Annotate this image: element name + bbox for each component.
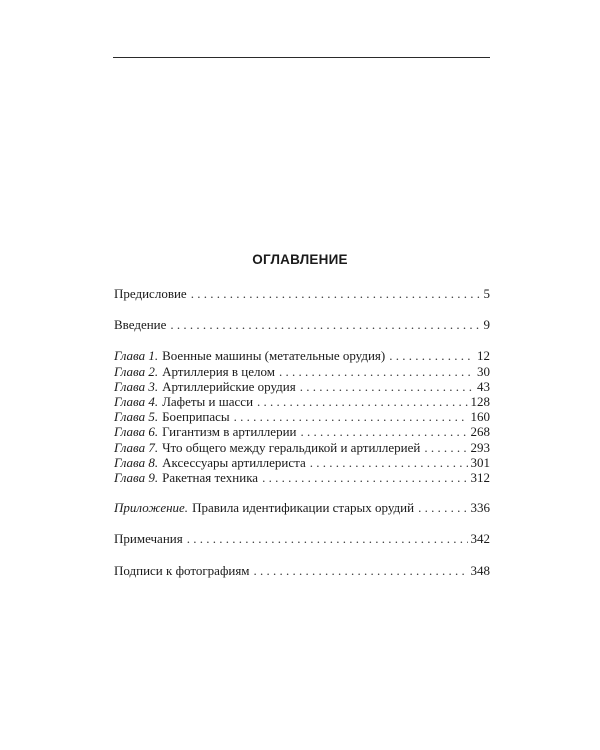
- toc-entry-chapter-8[interactable]: [114, 455, 490, 470]
- toc-entry-chapter-5[interactable]: [114, 409, 490, 424]
- chapter-title: Гигантизм в артиллерии: [162, 424, 297, 440]
- toc-leader-dots: [234, 409, 468, 424]
- toc-page-number: 43: [477, 378, 490, 394]
- toc-entry-chapter-3[interactable]: [114, 379, 490, 394]
- appendix-prefix: Приложение.: [114, 500, 189, 516]
- toc-page-number: 348: [470, 562, 490, 578]
- toc-entry-label: [114, 440, 420, 455]
- chapter-title: Артиллерия в целом: [162, 363, 275, 379]
- toc-page-number: 9: [483, 317, 490, 333]
- toc-entry-label: [114, 364, 275, 379]
- toc-leader-dots: [300, 379, 474, 394]
- toc-entry-chapter-2[interactable]: [114, 364, 490, 379]
- toc-entry-label: [114, 455, 306, 470]
- toc-entry-appendix[interactable]: [114, 500, 490, 515]
- toc-leader-dots: [424, 440, 467, 455]
- chapter-title: Военные машины (метательные орудия): [162, 348, 386, 364]
- toc-spacer: [114, 332, 490, 348]
- toc-entry-preface[interactable]: [114, 286, 490, 301]
- toc-entry-label: [114, 424, 296, 439]
- toc-entry-label: [114, 500, 414, 515]
- toc-spacer: [114, 547, 490, 563]
- toc-leader-dots: [418, 500, 467, 515]
- toc-leader-dots: [254, 563, 468, 578]
- toc-entry-label: [114, 409, 230, 424]
- toc-leader-dots: [279, 364, 474, 379]
- toc-leader-dots: [257, 394, 467, 409]
- toc-entry-label: Введение: [114, 317, 167, 333]
- toc-entry-label: [114, 470, 258, 485]
- chapter-prefix: Глава 6.: [114, 424, 159, 440]
- toc-leader-dots: [310, 455, 468, 470]
- toc-spacer: [114, 515, 490, 531]
- toc-leader-dots: [389, 348, 474, 363]
- toc-entry-notes[interactable]: [114, 531, 490, 546]
- toc-spacer: [114, 301, 490, 317]
- toc-entry-label: Примечания: [114, 531, 183, 547]
- toc-leader-dots: [187, 531, 468, 546]
- table-of-contents: [114, 286, 490, 578]
- toc-entry-chapter-4[interactable]: [114, 394, 490, 409]
- toc-entry-chapter-1[interactable]: [114, 348, 490, 363]
- chapter-prefix: Глава 4.: [114, 394, 159, 410]
- header-rule: [113, 57, 490, 58]
- toc-page-number: 336: [470, 500, 490, 516]
- chapter-title: Боеприпасы: [162, 409, 230, 425]
- toc-entry-introduction[interactable]: [114, 317, 490, 332]
- toc-page-number: 301: [470, 454, 490, 470]
- toc-leader-dots: [300, 424, 467, 439]
- toc-entry-label: [114, 379, 296, 394]
- toc-entry-label: Подписи к фотографиям: [114, 562, 250, 578]
- toc-page-number: 268: [470, 424, 490, 440]
- page-title: ОГЛАВЛЕНИЕ: [252, 252, 348, 267]
- chapter-title: Ракетная техника: [162, 470, 259, 486]
- appendix-title: Правила идентификации старых орудий: [192, 500, 415, 516]
- toc-page-number: 293: [470, 439, 490, 455]
- toc-spacer: [114, 485, 490, 500]
- chapter-prefix: Глава 2.: [114, 363, 159, 379]
- toc-page-number: 12: [477, 348, 490, 364]
- toc-leader-dots: [170, 317, 480, 332]
- toc-entry-photo-captions[interactable]: [114, 563, 490, 578]
- chapter-title: Лафеты и шасси: [162, 394, 254, 410]
- chapter-title: Аксессуары артиллериста: [162, 454, 306, 470]
- toc-leader-dots: [262, 470, 467, 485]
- chapter-prefix: Глава 1.: [114, 348, 159, 364]
- toc-entry-label: Предисловие: [114, 286, 187, 301]
- toc-entry-label: [114, 348, 385, 363]
- toc-page-number: 5: [483, 286, 490, 301]
- toc-page-number: 30: [477, 363, 490, 379]
- toc-entry-chapter-9[interactable]: [114, 470, 490, 485]
- chapter-title: Артиллерийские орудия: [162, 378, 296, 394]
- chapter-title: Что общего между геральдикой и артиллерией: [162, 439, 421, 455]
- toc-entry-chapter-7[interactable]: [114, 440, 490, 455]
- toc-leader-dots: [191, 286, 481, 301]
- toc-page-number: 342: [470, 531, 490, 547]
- toc-entry-chapter-6[interactable]: [114, 424, 490, 439]
- toc-page-number: 160: [470, 409, 490, 425]
- toc-page-number: 312: [470, 470, 490, 486]
- toc-entry-label: [114, 394, 253, 409]
- chapter-prefix: Глава 9.: [114, 470, 159, 486]
- chapter-prefix: Глава 8.: [114, 454, 159, 470]
- chapter-prefix: Глава 7.: [114, 439, 159, 455]
- chapter-prefix: Глава 5.: [114, 409, 159, 425]
- toc-page-number: 128: [470, 394, 490, 410]
- chapter-prefix: Глава 3.: [114, 378, 159, 394]
